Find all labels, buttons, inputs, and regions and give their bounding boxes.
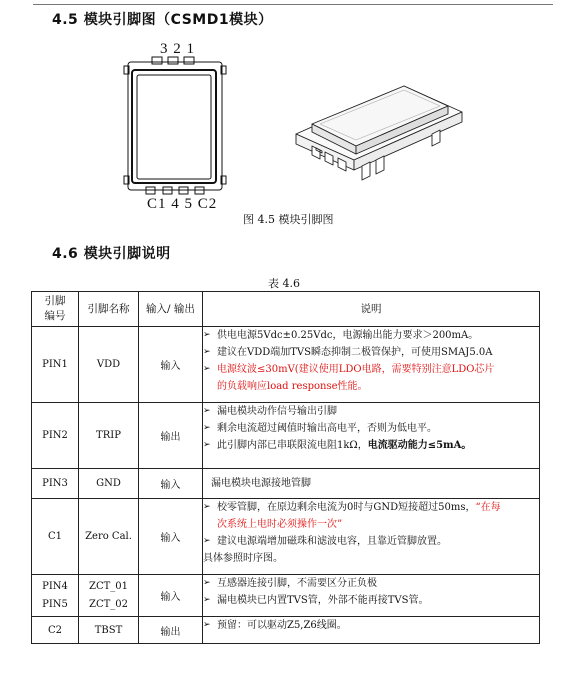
bullet-text: 漏电模块动作信号输出引脚 — [217, 406, 337, 417]
pin-io: 输入 — [139, 575, 203, 617]
bullet-line — [203, 437, 539, 454]
section-title: 模块引脚说明 — [83, 246, 171, 262]
arrowhead-bullet-icon: ➢ — [203, 406, 211, 416]
table-row — [32, 327, 540, 403]
pin-name: GND — [79, 469, 139, 499]
table-row — [32, 469, 540, 499]
module-top-view — [118, 56, 230, 198]
figure-caption: 图 4.5 模块引脚图 — [243, 213, 334, 226]
top-rule — [33, 4, 553, 5]
table-row — [32, 403, 540, 469]
pin-io: 输出 — [139, 403, 203, 469]
bullet-text — [217, 437, 471, 454]
bullet-text: 漏电模块已内置TVS管，外部不能再接TVS管。 — [217, 595, 429, 606]
pin-description — [203, 617, 540, 644]
section-4-5-heading — [52, 9, 273, 29]
bullet-line — [203, 327, 539, 344]
pin-name-text: ZCT_02 — [89, 598, 128, 610]
warning-text: 电源纹波≤30mV(建议使用LDO电路，需要特别注意LDO芯片 — [217, 364, 495, 375]
bullet-text: 剩余电流超过阈值时输出高电平，否则为低电平。 — [217, 423, 437, 434]
bullet-text: 建议在VDD端加TVS瞬态抑制二极管保护，可使用SMAJ5.0A — [217, 347, 493, 358]
pin-io: 输入 — [139, 327, 203, 403]
arrowhead-bullet-icon: ➢ — [203, 330, 211, 340]
arrowhead-bullet-icon: ➢ — [203, 347, 211, 357]
table-row — [32, 575, 540, 617]
warning-text: 的负载响应load response性能。 — [217, 381, 368, 392]
section-4-6-heading — [52, 243, 171, 263]
header-text: 编号 — [44, 310, 66, 322]
header-pin-name: 引脚名称 — [79, 292, 139, 327]
bullet-line — [203, 533, 539, 550]
arrowhead-bullet-icon: ➢ — [203, 440, 211, 450]
module-3d-view — [292, 80, 472, 190]
bullet-line — [203, 361, 539, 395]
warning-text: “在每 — [475, 502, 501, 513]
arrowhead-bullet-icon: ➢ — [203, 595, 211, 605]
pin-io: 输入 — [139, 469, 203, 499]
pin-number: C2 — [32, 617, 79, 644]
bullet-text-part: 校零管脚，在原边剩余电流为0时与GND短接超过50ms， — [217, 502, 476, 513]
arrowhead-bullet-icon: ➢ — [203, 502, 211, 512]
table-row — [32, 499, 540, 575]
pin-name — [79, 575, 139, 617]
arrowhead-bullet-icon: ➢ — [203, 364, 211, 374]
pin-description — [203, 327, 540, 403]
bottom-pin-labels: C1 4 5 C2 — [147, 196, 218, 212]
bullet-line — [203, 403, 539, 420]
pin-number: C1 — [32, 499, 79, 575]
arrowhead-bullet-icon: ➢ — [203, 578, 211, 588]
bullet-text: 供电电源5Vdc±0.25Vdc，电源输出能力要求＞200mA。 — [217, 330, 479, 341]
pin-name: Zero Cal. — [79, 499, 139, 575]
pin-io: 输入 — [139, 499, 203, 575]
bullet-text: 建议电源端增加磁珠和滤波电容，且靠近管脚放置。 — [217, 536, 447, 547]
table-caption: 表 4.6 — [268, 277, 300, 290]
pin-number — [32, 575, 79, 617]
table-row — [32, 617, 540, 644]
bullet-line — [203, 617, 539, 634]
pin-number: PIN3 — [32, 469, 79, 499]
pin-description — [203, 499, 540, 575]
bullet-text: 预留：可以驱动Z5,Z6线圈。 — [217, 620, 347, 631]
pin-number: PIN2 — [32, 403, 79, 469]
table-header-row — [32, 292, 540, 327]
pin-name: VDD — [79, 327, 139, 403]
bullet-text — [217, 499, 501, 533]
pin-name-text: ZCT_01 — [89, 580, 128, 592]
pin-description: 漏电模块电源接地管脚 — [203, 469, 540, 499]
bullet-line — [203, 575, 539, 592]
header-io: 输入/ 输出 — [139, 292, 203, 327]
bullet-text: 互感器连接引脚，不需要区分正负极 — [217, 578, 377, 589]
pin-number: PIN1 — [32, 327, 79, 403]
bullet-text-part: 此引脚内部已串联限流电阻1kΩ， — [217, 440, 368, 451]
pin-number-text: PIN5 — [42, 598, 68, 610]
note-line: 具体参照时序图。 — [203, 553, 283, 564]
arrowhead-bullet-icon: ➢ — [203, 536, 211, 546]
bullet-line — [203, 344, 539, 361]
header-text: 引脚 — [44, 295, 66, 307]
bullet-line — [203, 420, 539, 437]
pin-description-table — [31, 291, 540, 644]
pin-description — [203, 403, 540, 469]
section-number: 4.6 — [52, 246, 79, 262]
section-title: 模块引脚图（CSMD1模块） — [83, 12, 273, 28]
bold-text: 电流驱动能力≤5mA。 — [367, 440, 472, 451]
arrowhead-bullet-icon: ➢ — [203, 620, 211, 630]
pin-name: TBST — [79, 617, 139, 644]
warning-text: 次系统上电时必须操作一次” — [217, 519, 343, 530]
header-pin-number — [32, 292, 79, 327]
pin-io: 输出 — [139, 617, 203, 644]
header-description: 说明 — [203, 292, 540, 327]
bullet-text — [217, 361, 494, 395]
top-pin-labels: 3 2 1 — [160, 41, 195, 57]
bullet-line — [203, 499, 539, 533]
pin-name: TRIP — [79, 403, 139, 469]
bullet-line — [203, 592, 539, 609]
pin-description — [203, 575, 540, 617]
arrowhead-bullet-icon: ➢ — [203, 423, 211, 433]
section-number: 4.5 — [52, 12, 79, 28]
pin-number-text: PIN4 — [42, 580, 68, 592]
